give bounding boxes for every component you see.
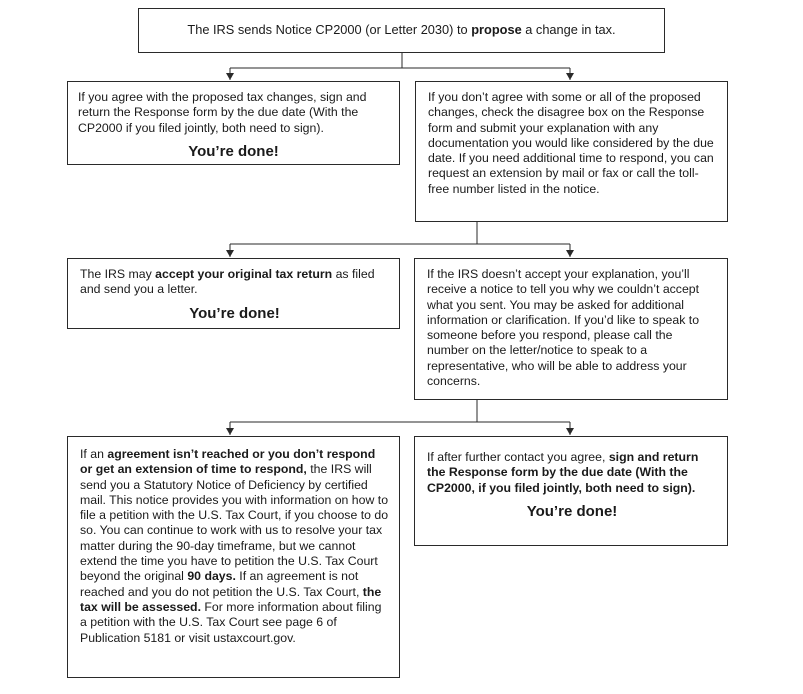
agree-text: If you agree with the proposed tax changes, sign and return the Response form by the due date (With the CP2000 if you filed jointly, both need to sign).	[78, 90, 367, 135]
later-agree-text: If after further contact you agree, sign and return the Response form by the due date (With the CP2000, if you filed jointly, both need to sign).	[427, 450, 699, 495]
box-later-agree	[414, 436, 728, 546]
box-no-agreement	[67, 436, 400, 678]
box-irs-sends-notice	[138, 8, 665, 53]
box-irs-accepts	[67, 258, 400, 329]
no-agreement-text: If an agreement isn’t reached or you don’t respond or get an extension of time to respond, the IRS will send you a Statutory Notice of Deficiency by certified mail. This notice provides you with information on how to file a petition with the U.S. Tax Court, if you choose to do so. You can continue to work with us to resolve your tax matter during the 90-day timeframe, but we cannot extend the time you have to petition the U.S. Tax Court beyond the original 90 days. If an agreement is not reached and you do not petition the U.S. Tax Court, the tax will be assessed. For more information about filing a petition with the U.S. Tax Court see page 6 of Publication 5181 or visit ustaxcourt.gov.	[80, 447, 389, 645]
accept-text: The IRS may accept your original tax return as filed and send you a letter.	[80, 267, 375, 297]
box-agree	[67, 81, 400, 165]
not-accept-text: If the IRS doesn’t accept your explanation, you’ll receive a notice to tell you why we couldn’t accept what you sent. You may be asked for additional information or clarification. If you’d like to speak to someone before you respond, please call the number on the letter/notice to speak to a representative, who will be able to address your concerns.	[427, 267, 700, 389]
later-agree-done-label: You’re done!	[526, 502, 618, 520]
disagree-text: If you don’t agree with some or all of the proposed changes, check the disagree box on the Response form and submit your explanation with any documentation you would like considered by the due date. If you need additional time to respond, you can request an extension by mail or fax or call the toll-free number listed in the notice.	[428, 90, 714, 196]
top-text: The IRS sends Notice CP2000 (or Letter 2030) to propose a change in tax.	[187, 22, 616, 37]
box-disagree	[415, 81, 728, 222]
box-irs-not-accept	[414, 258, 728, 400]
accept-done-label: You’re done!	[189, 304, 280, 322]
agree-done-label: You’re done!	[188, 142, 279, 160]
